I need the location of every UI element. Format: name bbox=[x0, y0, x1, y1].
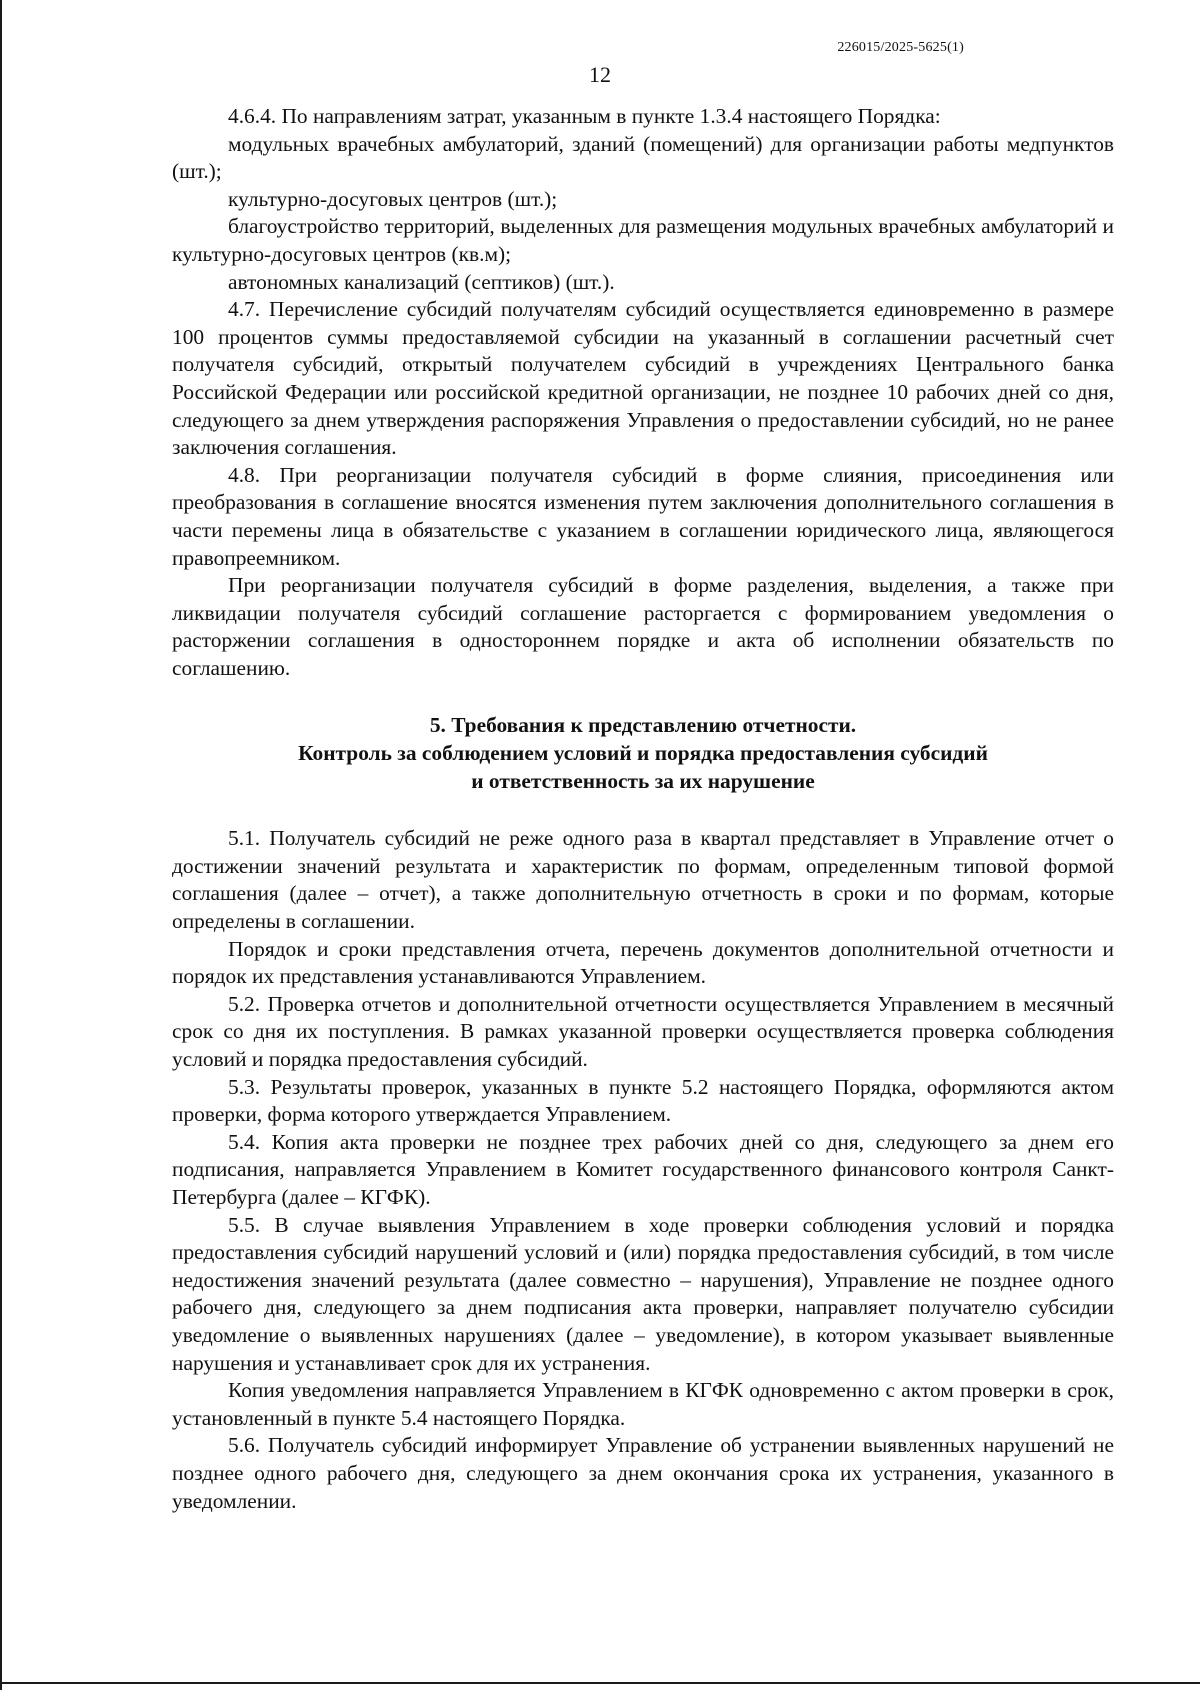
document-body bbox=[172, 103, 1114, 1515]
paragraph: культурно-досуговых центров (шт.); bbox=[228, 186, 558, 211]
paragraph: 5.4. Копия акта проверки не позднее трех рабочих дней со дня, следующего за днем его подписания, направляется Управлением в Комитет государственного финансового контроля Санкт-Петербурга (далее – КГФК). bbox=[172, 1129, 1114, 1209]
paragraph: 5.1. Получатель субсидий не реже одного раза в квартал представляет в Управление отчет о достижении значений результата и характеристик по формам, определенным типовой формой соглашения (далее – отчет), а также дополнительную отчетность в сроки и по формам, которые определены в соглашении. bbox=[172, 826, 1114, 934]
page-number: 12 bbox=[589, 62, 611, 87]
paragraph: Порядок и сроки представления отчета, перечень документов дополнительной отчетности и порядок их представления устанавливаются Управлением. bbox=[172, 936, 1114, 989]
section-heading-line: Контроль за соблюдением условий и порядка предоставления субсидий bbox=[298, 741, 988, 766]
paragraph: 5.2. Проверка отчетов и дополнительной отчетности осуществляется Управлением в месячный срок со дня их поступления. В рамках указанной проверки осуществляется проверка соблюдения условий и порядка предоставления субсидий. bbox=[172, 991, 1114, 1071]
section-heading-line: 5. Требования к представлению отчетности. bbox=[429, 713, 857, 738]
document-id: 226015/2025-5625(1) bbox=[837, 40, 964, 55]
section-heading-line: и ответственность за их нарушение bbox=[471, 768, 815, 793]
scan-edge-bottom bbox=[0, 1682, 1200, 1684]
paragraph: 5.6. Получатель субсидий информирует Управление об устранении выявленных нарушений не позднее одного рабочего дня, следующего за днем окончания срока их устранения, указанного в уведомлении. bbox=[172, 1433, 1114, 1513]
section-heading bbox=[172, 712, 1114, 795]
paragraph: Копия уведомления направляется Управлением в КГФК одновременно с актом проверки в срок, установленный в пункте 5.4 настоящего Порядка. bbox=[172, 1378, 1114, 1430]
paragraph: 4.8. При реорганизации получателя субсидий в форме слияния, присоединения или преобразования в соглашение вносятся изменения путем заключения дополнительного соглашения в части перемены лица в обязательстве с указанием в соглашении юридического лица, являющегося правопреемником. bbox=[172, 462, 1114, 570]
paragraph: 5.3. Результаты проверок, указанных в пункте 5.2 настоящего Порядка, оформляются актом проверки, форма которого утверждается Управлением. bbox=[172, 1074, 1114, 1127]
paragraph: При реорганизации получателя субсидий в форме разделения, выделения, а также при ликвидации получателя субсидий соглашение расторгается с формированием уведомления о расторжении соглашения в одностороннем порядке и акта об исполнении обязательств по соглашению. bbox=[172, 573, 1114, 680]
paragraph: автономных канализаций (септиков) (шт.). bbox=[228, 269, 615, 294]
scan-edge-left bbox=[0, 0, 2, 1690]
paragraph: благоустройство территорий, выделенных для размещения модульных врачебных амбулаторий и культурно-досуговых центров (кв.м); bbox=[172, 214, 1114, 266]
paragraph: модульных врачебных амбулаторий, зданий (помещений) для организации работы медпунктов (шт.); bbox=[172, 131, 1114, 184]
paragraph: 4.7. Перечисление субсидий получателям субсидий осуществляется единовременно в размере 100 процентов суммы предоставляемой субсидии на указанный в соглашении расчетный счет получателя субсидий, открытый получателем субсидий в учреждениях Центрального банка Российской Федерации или российской кредитной организации, не позднее 10 рабочих дней со дня, следующего за днем утверждения распоряжения Управления о предоставлении субсидий, но не ранее заключения соглашения. bbox=[172, 297, 1114, 460]
paragraph: 5.5. В случае выявления Управлением в ходе проверки соблюдения условий и порядка предоставления субсидий нарушений условий и (или) порядка предоставления субсидий, в том числе недостижения значений результата (далее совместно – нарушения), Управление не позднее одного рабочего дня, следующего за днем подписания акта проверки, направляет получателю субсидии уведомление о выявленных нарушениях (далее – уведомление), в котором указывает выявленные нарушения и устанавливает срок для их устранения. bbox=[172, 1212, 1114, 1375]
paragraph: 4.6.4. По направлениям затрат, указанным в пункте 1.3.4 настоящего Порядка: bbox=[228, 104, 941, 128]
